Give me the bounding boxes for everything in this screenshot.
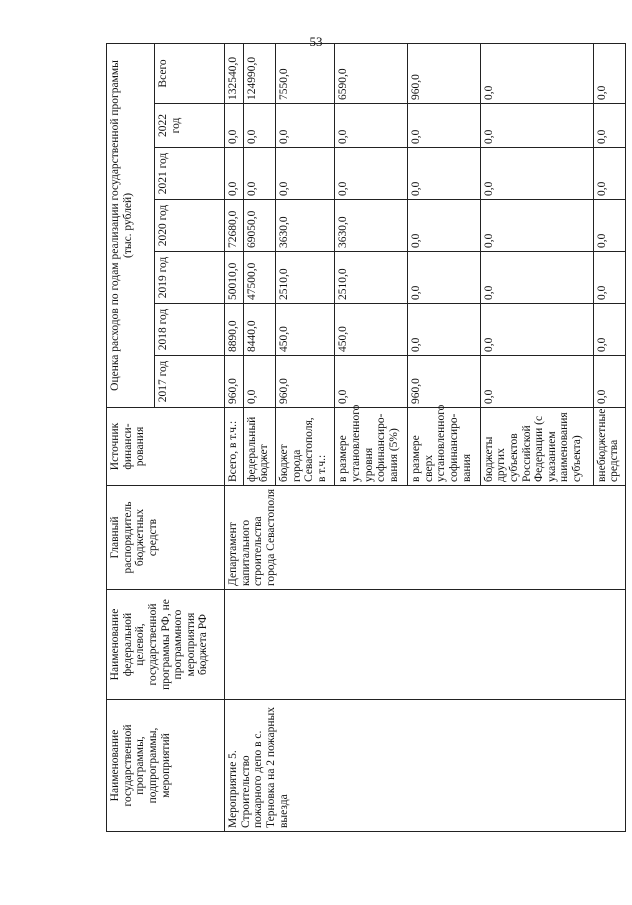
cell-value: 0,0 xyxy=(276,148,335,200)
cell-value: 0,0 xyxy=(480,200,593,252)
cell-value: 0,0 xyxy=(480,356,593,408)
rotated-table-container xyxy=(106,44,626,832)
cell-total: 6590,0 xyxy=(335,43,408,103)
cell-value: 3630,0 xyxy=(276,200,335,252)
header-year: 2021 год xyxy=(155,148,225,200)
cell-value: 960,0 xyxy=(276,356,335,408)
cell-value: 0,0 xyxy=(593,304,625,356)
cell-value: 0,0 xyxy=(276,104,335,148)
cell-value: 960,0 xyxy=(225,356,244,408)
cell-source: федеральный бюджет xyxy=(243,408,275,486)
cell-value: 0,0 xyxy=(335,356,408,408)
cell-value: 0,0 xyxy=(480,304,593,356)
cell-source: бюджет города Севастополя, в т.ч.: xyxy=(276,408,335,486)
cell-value: 0,0 xyxy=(335,104,408,148)
table-row xyxy=(225,43,244,831)
header-year: 2019 год xyxy=(155,252,225,304)
cell-value: 450,0 xyxy=(335,304,408,356)
page-number: 53 xyxy=(309,34,323,49)
cell-value: 0,0 xyxy=(335,148,408,200)
cell-value: 2510,0 xyxy=(335,252,408,304)
header-year: 2022 год xyxy=(155,104,225,148)
cell-value: 0,0 xyxy=(243,148,275,200)
cell-value: 8440,0 xyxy=(243,304,275,356)
cell-value: 0,0 xyxy=(225,148,244,200)
header-federal-program: Наименование федеральной целевой, государственной программы РФ, не программного мероприятия бюджета РФ xyxy=(107,590,225,700)
cell-value: 69050,0 xyxy=(243,200,275,252)
cell-value: 0,0 xyxy=(593,148,625,200)
cell-value: 0,0 xyxy=(480,252,593,304)
cell-value: 0,0 xyxy=(243,356,275,408)
cell-source: Всего, в т.ч.: xyxy=(225,408,244,486)
cell-value: 0,0 xyxy=(593,104,625,148)
cell-budget-manager: Департамент капитального строительства города Севастополя xyxy=(225,486,626,590)
cell-value: 0,0 xyxy=(593,252,625,304)
header-funding-source: Источник финанси-рования xyxy=(107,408,225,486)
header-program: Наименование государственной программы, подпрограммы, мероприятий xyxy=(107,700,225,832)
cell-value: 3630,0 xyxy=(335,200,408,252)
header-year: 2018 год xyxy=(155,304,225,356)
cell-value: 2510,0 xyxy=(276,252,335,304)
cell-total: 0,0 xyxy=(480,43,593,103)
header-year: 2017 год xyxy=(155,356,225,408)
header-year: 2020 год xyxy=(155,200,225,252)
cell-source: в размере установленного уровня софинансиро-вания (5%) xyxy=(335,408,408,486)
cell-value: 0,0 xyxy=(480,104,593,148)
cell-value: 8890,0 xyxy=(225,304,244,356)
cell-total: 960,0 xyxy=(407,43,480,103)
cell-value: 0,0 xyxy=(243,104,275,148)
cell-total: 7550,0 xyxy=(276,43,335,103)
cell-source: внебюджетные средства xyxy=(593,408,625,486)
cell-value: 0,0 xyxy=(593,356,625,408)
cell-value: 0,0 xyxy=(225,104,244,148)
header-total: Всего xyxy=(155,43,225,103)
header-budget-manager: Главный распорядитель бюджетных средств xyxy=(107,486,225,590)
cell-value: 50010,0 xyxy=(225,252,244,304)
cell-total: 0,0 xyxy=(593,43,625,103)
cell-value: 0,0 xyxy=(407,252,480,304)
cell-value: 0,0 xyxy=(593,200,625,252)
cell-source: бюджеты других субъектов Российской Федерации (с указанием наименования субъекта) xyxy=(480,408,593,486)
cell-value: 450,0 xyxy=(276,304,335,356)
cell-value: 960,0 xyxy=(407,356,480,408)
cell-value: 0,0 xyxy=(407,104,480,148)
cell-program-name: Мероприятие 5. Строительство пожарного депо в с. Терновка на 2 пожарных выезда xyxy=(225,700,626,832)
budget-table xyxy=(106,43,626,832)
cell-value: 0,0 xyxy=(407,148,480,200)
cell-total: 132540,0 xyxy=(225,43,244,103)
cell-value: 72680,0 xyxy=(225,200,244,252)
cell-value: 0,0 xyxy=(407,304,480,356)
cell-value: 47500,0 xyxy=(243,252,275,304)
header-expense-estimate: Оценка расходов по годам реализации государственной программы (тыс. рублей) xyxy=(107,43,155,407)
cell-total: 124990,0 xyxy=(243,43,275,103)
cell-source: в размере сверх установленного софинансиро-вания xyxy=(407,408,480,486)
cell-federal-program xyxy=(225,590,626,700)
cell-value: 0,0 xyxy=(480,148,593,200)
cell-value: 0,0 xyxy=(407,200,480,252)
